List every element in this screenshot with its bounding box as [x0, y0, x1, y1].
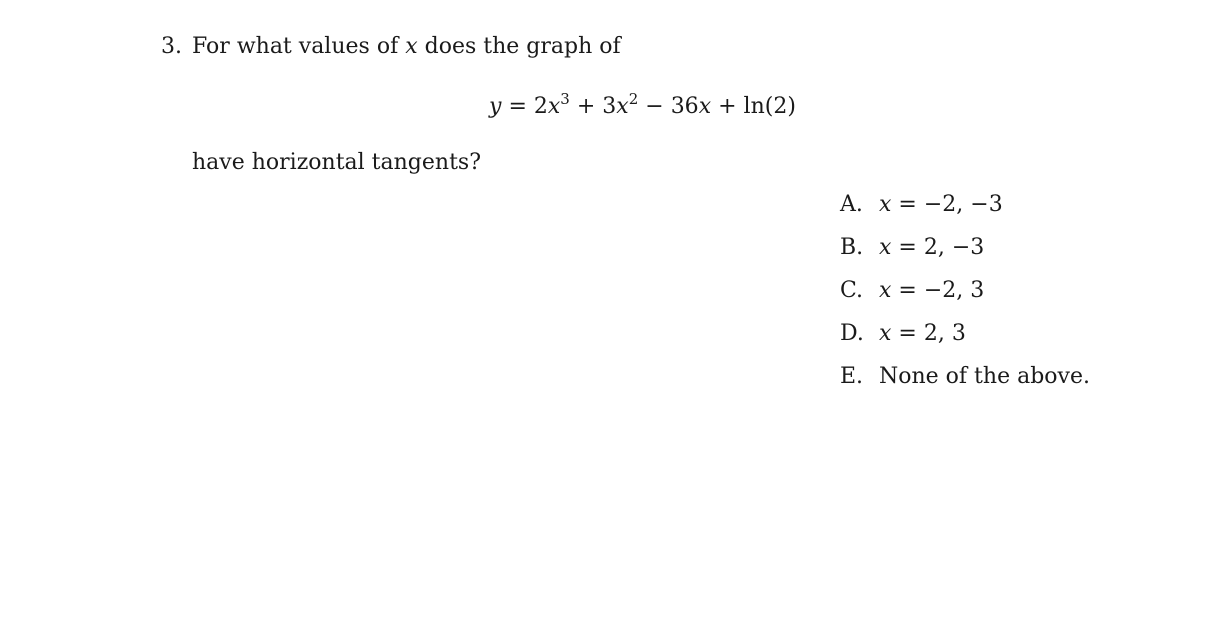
choice-text: = 2, 3 — [891, 321, 966, 346]
choice-letter: C. — [840, 278, 864, 303]
equation-minus: − — [645, 94, 664, 119]
equation-plus-1: + — [576, 94, 596, 119]
equation-plus-2: + — [718, 94, 737, 119]
question-number: 3. — [161, 34, 182, 59]
answer-choices — [840, 192, 1090, 407]
choice-e[interactable] — [840, 364, 1090, 407]
choice-text: = 2, −3 — [891, 235, 985, 260]
choice-d[interactable] — [840, 321, 1090, 364]
choice-text: None of the above. — [879, 364, 1090, 389]
choice-variable: x — [879, 235, 892, 260]
choice-variable: x — [879, 278, 892, 303]
equation-term2-coef: 3 — [602, 94, 617, 119]
equation-term3-coef: 36 — [670, 94, 699, 119]
equation-term2-var: x — [616, 94, 629, 119]
choice-variable: x — [879, 321, 892, 346]
equation-equals: = — [508, 94, 527, 119]
choice-letter: A. — [840, 192, 863, 217]
choice-b[interactable] — [840, 235, 1090, 278]
equation-term2-exp: 2 — [628, 90, 639, 108]
choice-variable: x — [879, 192, 892, 217]
question-line — [161, 34, 621, 59]
choice-text: = −2, −3 — [891, 192, 1003, 217]
question-continuation: have horizontal tangents? — [192, 150, 482, 175]
question-prompt-variable: x — [405, 34, 418, 59]
choice-c[interactable] — [840, 278, 1090, 321]
question-prompt-before: For what values of — [192, 34, 406, 59]
choice-letter: E. — [840, 364, 864, 389]
choice-letter: B. — [840, 235, 864, 260]
equation-term1-var: x — [547, 94, 561, 119]
choice-letter: D. — [840, 321, 864, 346]
equation-term1-exp: 3 — [560, 90, 570, 108]
equation — [489, 90, 796, 119]
equation-lhs: y — [489, 94, 502, 119]
equation-term1-coef: 2 — [533, 94, 548, 119]
equation-term4: ln(2) — [743, 94, 796, 119]
choice-text: = −2, 3 — [891, 278, 985, 303]
question-prompt-after: does the graph of — [417, 34, 621, 59]
equation-term3-var: x — [698, 94, 712, 119]
choice-a[interactable] — [840, 192, 1090, 235]
